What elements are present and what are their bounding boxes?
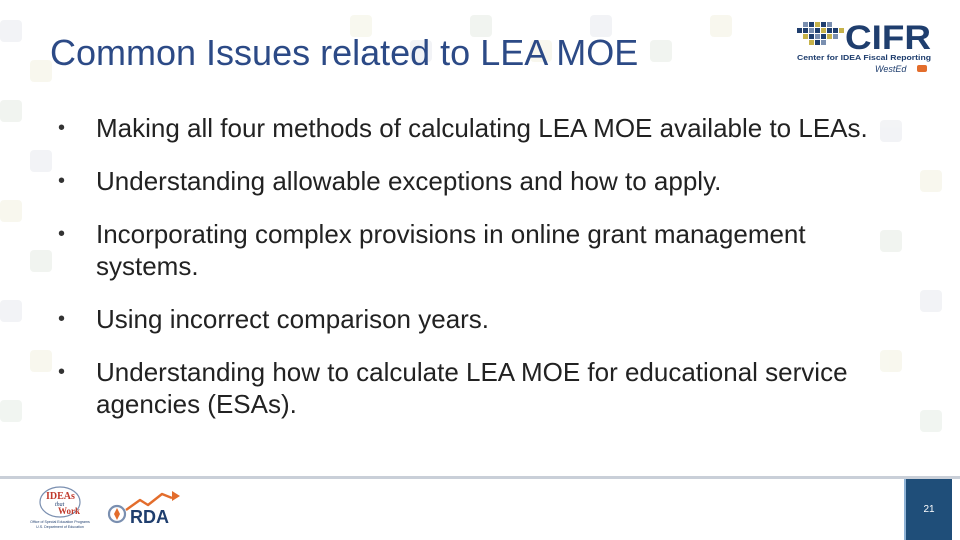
- bullet-text: Incorporating complex provisions in online grant management systems.: [96, 219, 806, 281]
- bullet-marker: •: [58, 308, 66, 330]
- wested-logo-text: WestEd: [875, 64, 907, 74]
- bullet-item: [58, 112, 898, 144]
- rda-logo-text: RDA: [130, 507, 169, 527]
- bullet-marker: •: [58, 223, 66, 245]
- bullet-marker: •: [58, 117, 66, 139]
- rda-logo: [106, 488, 188, 528]
- bullet-text: Understanding how to calculate LEA MOE for educational service agencies (ESAs).: [96, 357, 848, 419]
- bullet-text: Understanding allowable exceptions and how to apply.: [96, 166, 722, 196]
- ideas-logo-line3: Work: [58, 506, 81, 516]
- bullet-list: [58, 112, 898, 441]
- ideas-logo-line2: that: [55, 502, 65, 508]
- cifr-logo-name: CIFR: [845, 19, 931, 57]
- bullet-item: [58, 165, 898, 197]
- bullet-text: Using incorrect comparison years.: [96, 304, 490, 334]
- bullet-text: Making all four methods of calculating LEA MOE available to LEAs.: [96, 113, 868, 143]
- bullet-marker: •: [58, 170, 66, 192]
- ideas-that-work-logo: [28, 484, 92, 530]
- slide-title: Common Issues related to LEA MOE: [50, 32, 639, 73]
- page-number-box: [904, 479, 952, 540]
- cifr-logo: [795, 16, 935, 76]
- bullet-item: [58, 218, 898, 282]
- bullet-item: [58, 303, 898, 335]
- bullet-item: [58, 356, 898, 420]
- ideas-logo-caption2: U.S. Department of Education: [36, 525, 84, 529]
- ideas-logo-caption1: Office of Special Education Programs: [30, 520, 90, 524]
- bullet-marker: •: [58, 361, 66, 383]
- ideas-logo-line1: IDEAs: [46, 491, 75, 502]
- cifr-logo-tagline: Center for IDEA Fiscal Reporting: [797, 53, 932, 62]
- page-number: 21: [923, 504, 935, 515]
